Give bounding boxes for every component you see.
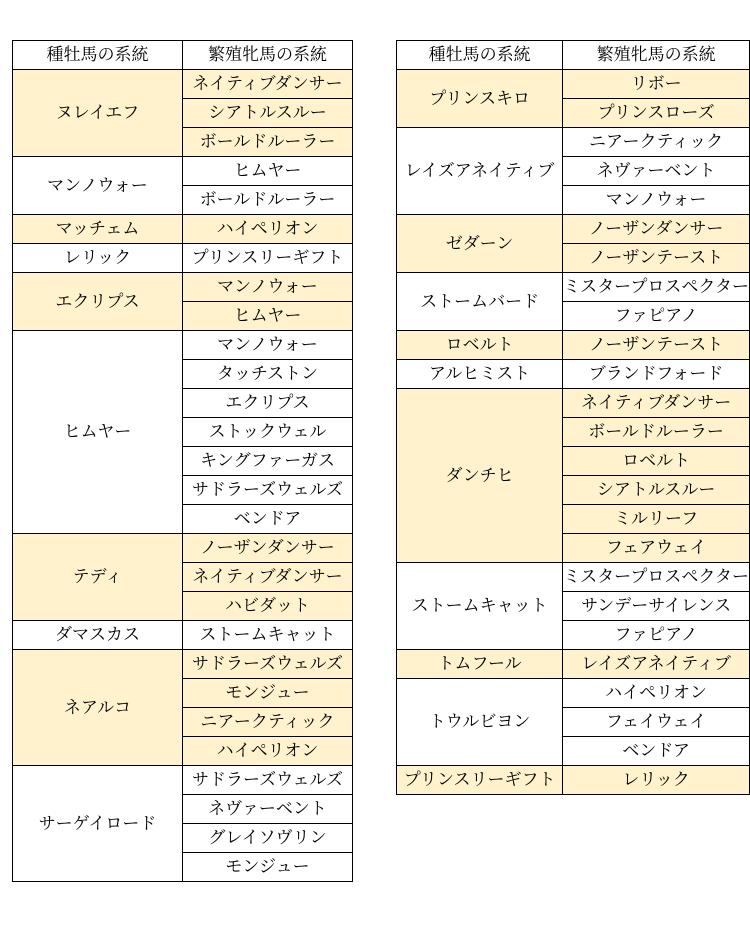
mare-line-cell: ファピアノ [563, 302, 750, 331]
left-table-body [13, 70, 353, 882]
mare-line-cell: プリンスリーギフト [183, 244, 353, 273]
sire-line-cell: エクリプス [13, 273, 183, 331]
mare-line-cell: ベンドア [563, 737, 750, 766]
mare-line-cell: ストックウェル [183, 418, 353, 447]
mare-line-cell: ストームキャット [183, 621, 353, 650]
table-row [13, 534, 353, 563]
table-row [13, 650, 353, 679]
mare-line-cell: サドラーズウェルズ [183, 650, 353, 679]
mare-line-cell: ミスタープロスペクター [563, 273, 750, 302]
table-row [397, 360, 750, 389]
mare-line-cell: シアトルスルー [183, 99, 353, 128]
header-row [13, 41, 353, 70]
sire-line-cell: トムフール [397, 650, 563, 679]
mare-line-cell: ニアークティック [183, 708, 353, 737]
mare-line-cell: ノーザンテースト [563, 331, 750, 360]
mare-line-cell: ハイペリオン [183, 737, 353, 766]
mare-line-cell: ミルリーフ [563, 505, 750, 534]
right-table-body [397, 70, 750, 795]
mare-line-cell: ボールドルーラー [183, 128, 353, 157]
mare-line-cell: ヒムヤー [183, 302, 353, 331]
mare-line-cell: ブランドフォード [563, 360, 750, 389]
mare-line-cell: ニアークティック [563, 128, 750, 157]
mare-line-cell: サドラーズウェルズ [183, 766, 353, 795]
mare-line-cell: ネイティブダンサー [183, 563, 353, 592]
table-row [397, 273, 750, 302]
mare-line-cell: エクリプス [183, 389, 353, 418]
sire-line-cell: ダマスカス [13, 621, 183, 650]
table-row [397, 215, 750, 244]
table-row [397, 679, 750, 708]
mare-line-cell: ベンドア [183, 505, 353, 534]
sire-line-cell: サーゲイロード [13, 766, 183, 882]
mare-line-cell: マンノウォー [563, 186, 750, 215]
mare-line-cell: ノーザンダンサー [183, 534, 353, 563]
mare-line-cell: ネヴァーベント [183, 795, 353, 824]
mare-line-cell: プリンスローズ [563, 99, 750, 128]
mare-line-cell: モンジュー [183, 679, 353, 708]
mare-line-cell: ハビダット [183, 592, 353, 621]
header-mare-line: 繁殖牝馬の系統 [183, 41, 353, 70]
sire-line-cell: マンノウォー [13, 157, 183, 215]
table-row [13, 157, 353, 186]
mare-line-cell: マンノウォー [183, 331, 353, 360]
header-sire-line: 種牡馬の系統 [13, 41, 183, 70]
table-row [397, 766, 750, 795]
table-row [397, 389, 750, 418]
mare-line-cell: ネヴァーベント [563, 157, 750, 186]
left-lineage-table [12, 40, 353, 882]
sire-line-cell: ダンチヒ [397, 389, 563, 563]
sire-line-cell: レリック [13, 244, 183, 273]
mare-line-cell: タッチストン [183, 360, 353, 389]
mare-line-cell: リボー [563, 70, 750, 99]
mare-line-cell: フェイウェイ [563, 708, 750, 737]
mare-line-cell: モンジュー [183, 853, 353, 882]
header-mare-line: 繁殖牝馬の系統 [563, 41, 750, 70]
table-row [13, 215, 353, 244]
mare-line-cell: ノーザンテースト [563, 244, 750, 273]
table-row [397, 563, 750, 592]
mare-line-cell: ハイペリオン [563, 679, 750, 708]
table-row [13, 244, 353, 273]
sire-line-cell: ロベルト [397, 331, 563, 360]
mare-line-cell: ボールドルーラー [183, 186, 353, 215]
table-row [397, 650, 750, 679]
sire-line-cell: レイズアネイティブ [397, 128, 563, 215]
right-lineage-table [396, 40, 750, 795]
table-row [13, 621, 353, 650]
sire-line-cell: ヒムヤー [13, 331, 183, 534]
mare-line-cell: ミスタープロスペクター [563, 563, 750, 592]
mare-line-cell: キングファーガス [183, 447, 353, 476]
mare-line-cell: ファピアノ [563, 621, 750, 650]
sire-line-cell: ゼダーン [397, 215, 563, 273]
header-sire-line: 種牡馬の系統 [397, 41, 563, 70]
mare-line-cell: レリック [563, 766, 750, 795]
mare-line-cell: サドラーズウェルズ [183, 476, 353, 505]
sire-line-cell: プリンスリーギフト [397, 766, 563, 795]
table-row [397, 331, 750, 360]
sire-line-cell: ストームキャット [397, 563, 563, 650]
table-row [13, 766, 353, 795]
mare-line-cell: ハイペリオン [183, 215, 353, 244]
mare-line-cell: ネイティブダンサー [563, 389, 750, 418]
mare-line-cell: ロベルト [563, 447, 750, 476]
sire-line-cell: ネアルコ [13, 650, 183, 766]
sire-line-cell: テディ [13, 534, 183, 621]
sire-line-cell: プリンスキロ [397, 70, 563, 128]
table-row [13, 273, 353, 302]
mare-line-cell: レイズアネイティブ [563, 650, 750, 679]
sire-line-cell: ヌレイエフ [13, 70, 183, 157]
mare-line-cell: ネイティブダンサー [183, 70, 353, 99]
table-row [397, 70, 750, 99]
mare-line-cell: サンデーサイレンス [563, 592, 750, 621]
mare-line-cell: マンノウォー [183, 273, 353, 302]
sire-line-cell: ストームバード [397, 273, 563, 331]
header-row [397, 41, 750, 70]
sire-line-cell: マッチェム [13, 215, 183, 244]
table-row [397, 128, 750, 157]
mare-line-cell: グレイソヴリン [183, 824, 353, 853]
mare-line-cell: ノーザンダンサー [563, 215, 750, 244]
mare-line-cell: ボールドルーラー [563, 418, 750, 447]
mare-line-cell: ヒムヤー [183, 157, 353, 186]
table-row [13, 331, 353, 360]
sire-line-cell: トウルビヨン [397, 679, 563, 766]
mare-line-cell: フェアウェイ [563, 534, 750, 563]
table-row [13, 70, 353, 99]
sire-line-cell: アルヒミスト [397, 360, 563, 389]
mare-line-cell: シアトルスルー [563, 476, 750, 505]
